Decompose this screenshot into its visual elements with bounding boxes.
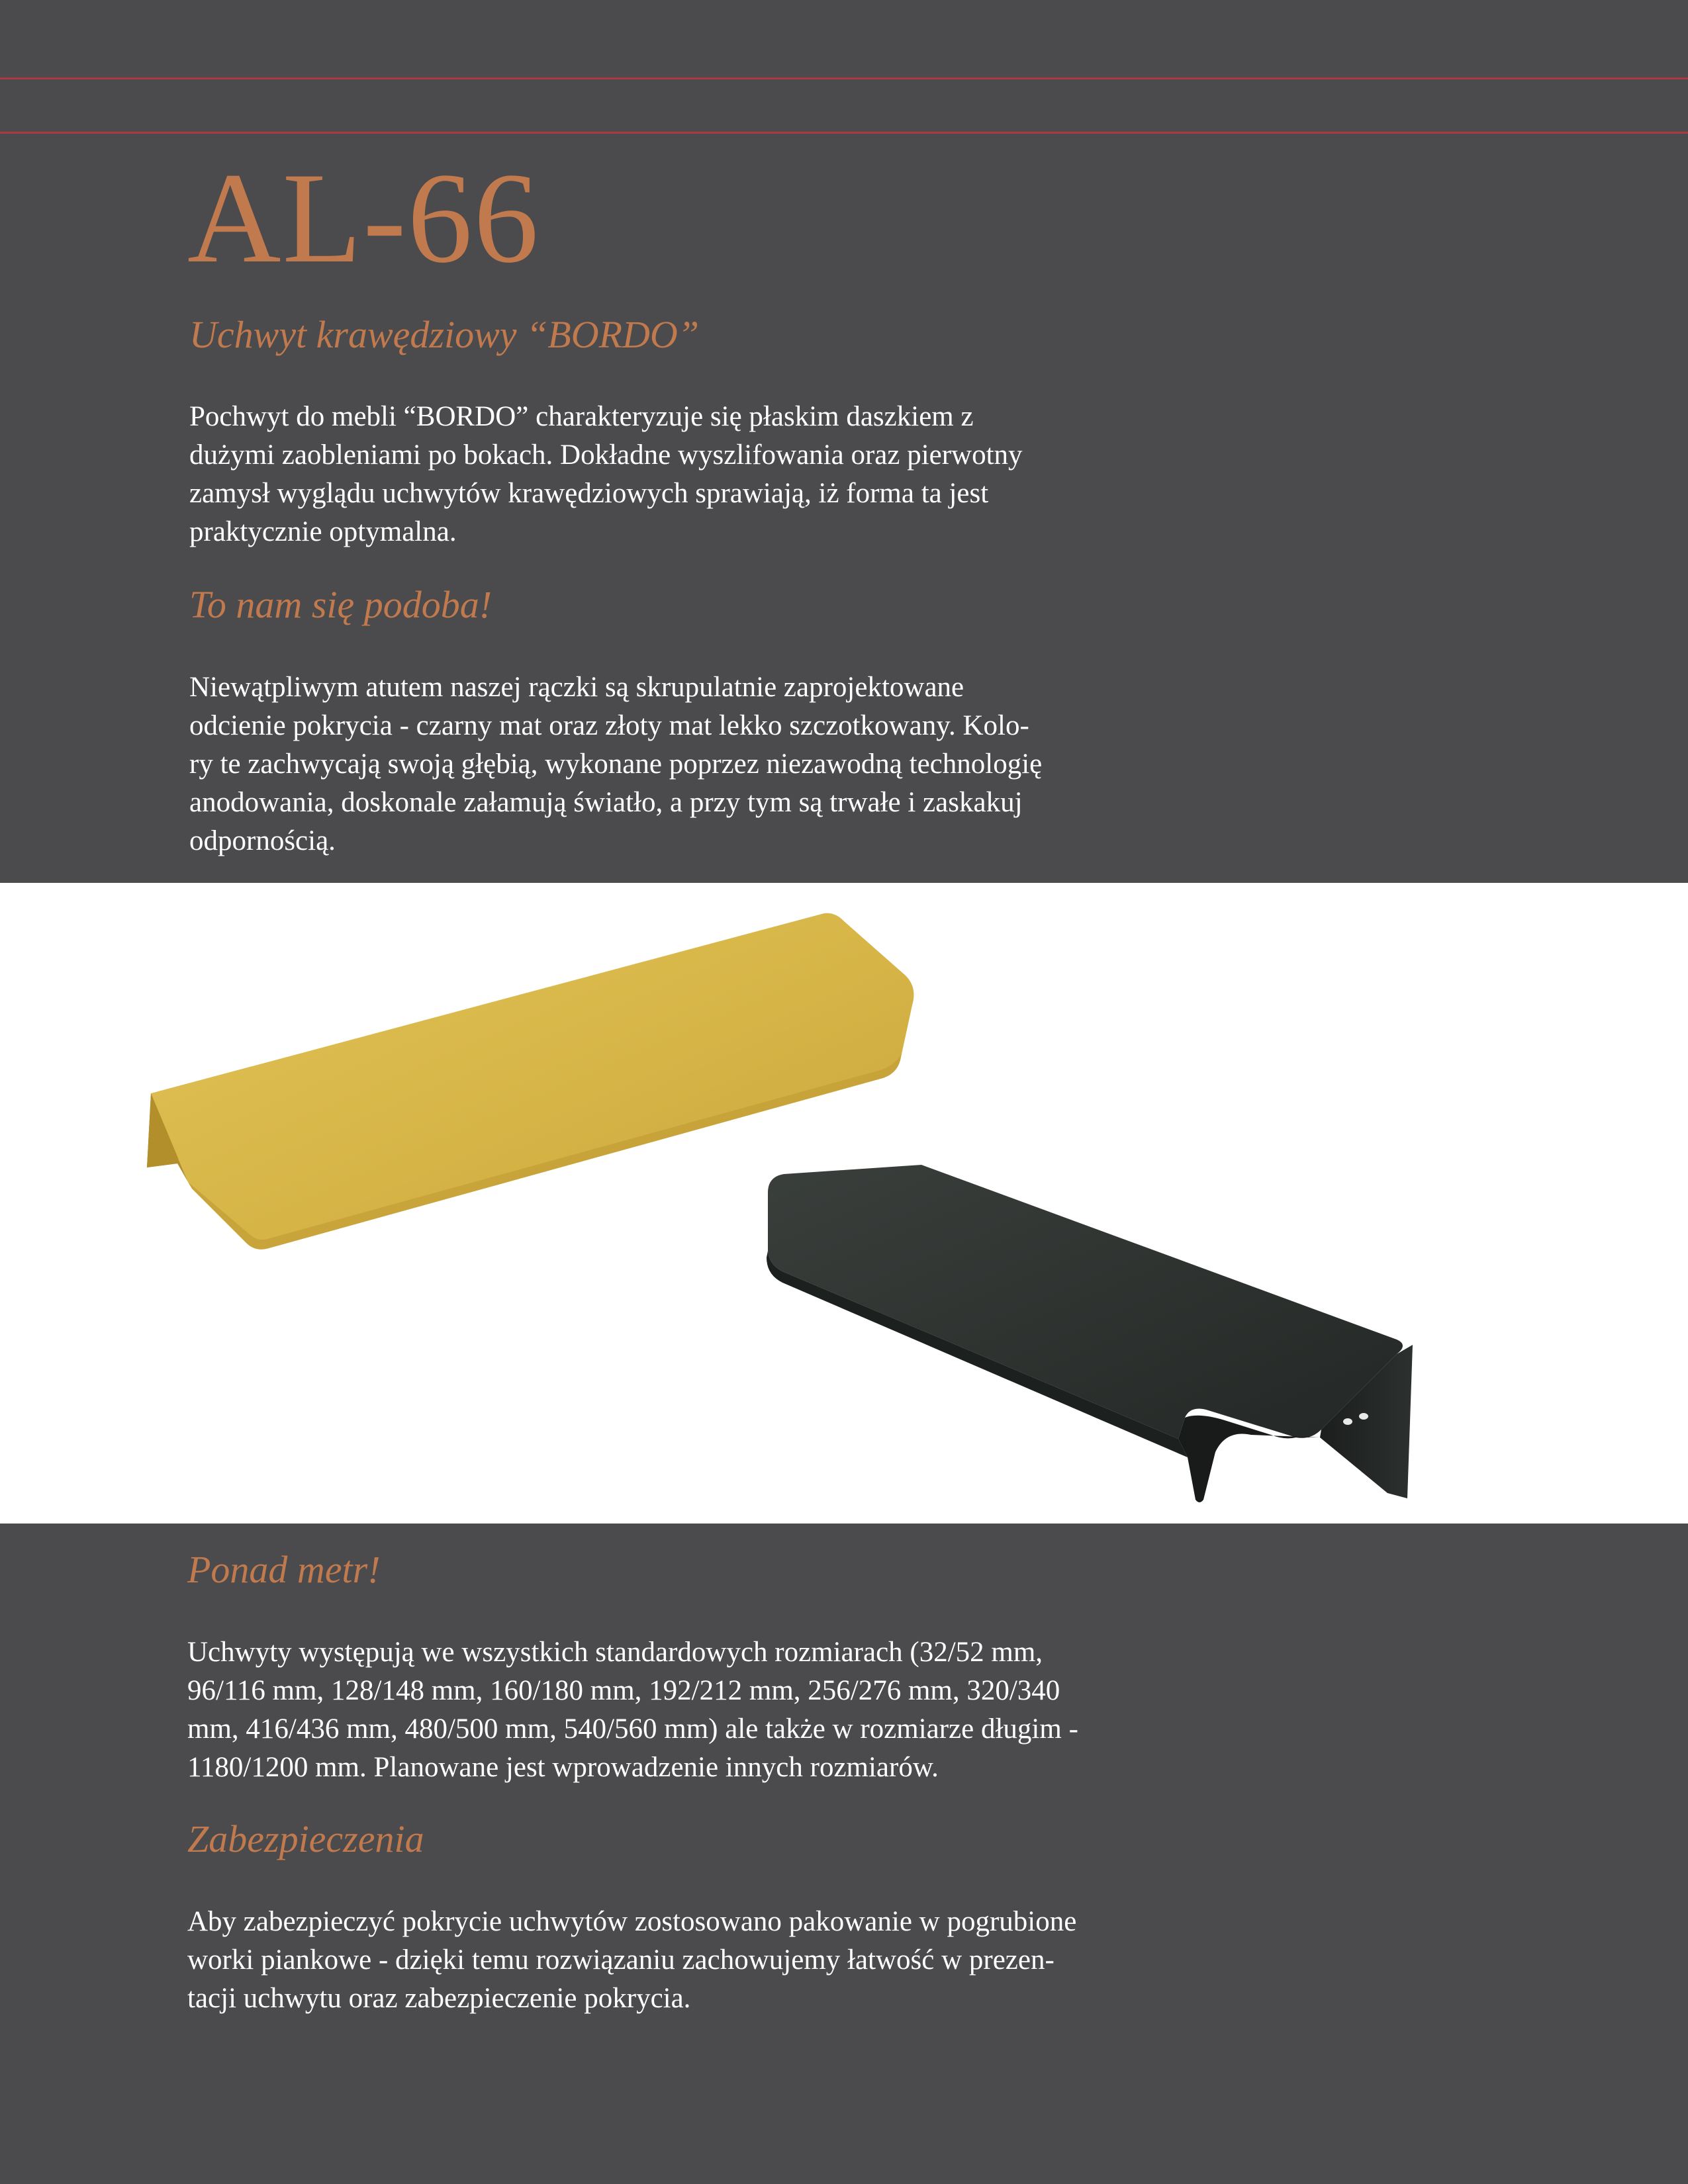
intro-line: praktycznie optymalna. xyxy=(189,516,457,547)
like-paragraph xyxy=(189,668,1042,860)
sizes-line: Uchwyty występują we wszystkich standardowych rozmiarach (32/52 mm, xyxy=(187,1637,1043,1668)
intro-line: Pochwyt do mebli “BORDO” charakteryzuje się płaskim daszkiem z xyxy=(189,401,974,432)
mounting-hole xyxy=(1343,1418,1352,1425)
protection-line: worki piankowe - dzięki temu rozwiązaniu zachowujemy łatwość w prezen- xyxy=(187,1944,1055,1976)
black-handle-top xyxy=(768,1165,1403,1439)
protection-line: tacji uchwytu oraz zabezpieczenie pokrycia. xyxy=(187,1983,691,2014)
section-heading-protection: Zabezpieczenia xyxy=(187,1817,424,1860)
protection-paragraph xyxy=(187,1903,1076,2018)
product-photo xyxy=(0,883,1688,1524)
intro-paragraph xyxy=(189,398,1023,551)
mounting-hole xyxy=(1359,1413,1368,1420)
second-rule xyxy=(0,132,1688,134)
like-line: anodowania, doskonale załamują światło, a przy tym są trwałe i zaskakuj xyxy=(189,787,1023,818)
like-line: odcienie pokrycia - czarny mat oraz złoty mat lekko szczotkowany. Kolo- xyxy=(189,710,1029,741)
section-heading-like: To nam się podoba! xyxy=(189,583,492,626)
like-line: ry te zachwycają swoją głębią, wykonane poprzez niezawodną technologię xyxy=(189,749,1043,780)
intro-line: zamysł wyglądu uchwytów krawędziowych sprawiają, iż forma ta jest xyxy=(189,478,989,509)
sizes-line: 96/116 mm, 128/148 mm, 160/180 mm, 192/212 mm, 256/276 mm, 320/340 xyxy=(187,1675,1060,1706)
like-line: Niewątpliwym atutem naszej rączki są skrupulatnie zaprojektowane xyxy=(189,672,964,703)
sizes-line: 1180/1200 mm. Planowane jest wprowadzenie innych rozmiarów. xyxy=(187,1752,939,1783)
intro-line: dużymi zaobleniami po bokach. Dokładne wyszlifowania oraz pierwotny xyxy=(189,439,1023,471)
section-heading-sizes: Ponad metr! xyxy=(187,1548,381,1591)
black-handle xyxy=(767,1165,1413,1502)
sizes-paragraph xyxy=(187,1633,1078,1787)
like-line: odpornością. xyxy=(189,825,336,856)
sizes-line: mm, 416/436 mm, 480/500 mm, 540/560 mm) ale także w rozmiarze długim - xyxy=(187,1713,1078,1745)
product-subtitle: Uchwyt krawędziowy “BORDO” xyxy=(189,313,700,356)
protection-line: Aby zabezpieczyć pokrycie uchwytów zostosowano pakowanie w pogrubione xyxy=(187,1906,1077,1937)
handles-illustration xyxy=(0,883,1688,1524)
product-model-title: AL-66 xyxy=(187,146,540,290)
top-rule xyxy=(0,77,1688,79)
